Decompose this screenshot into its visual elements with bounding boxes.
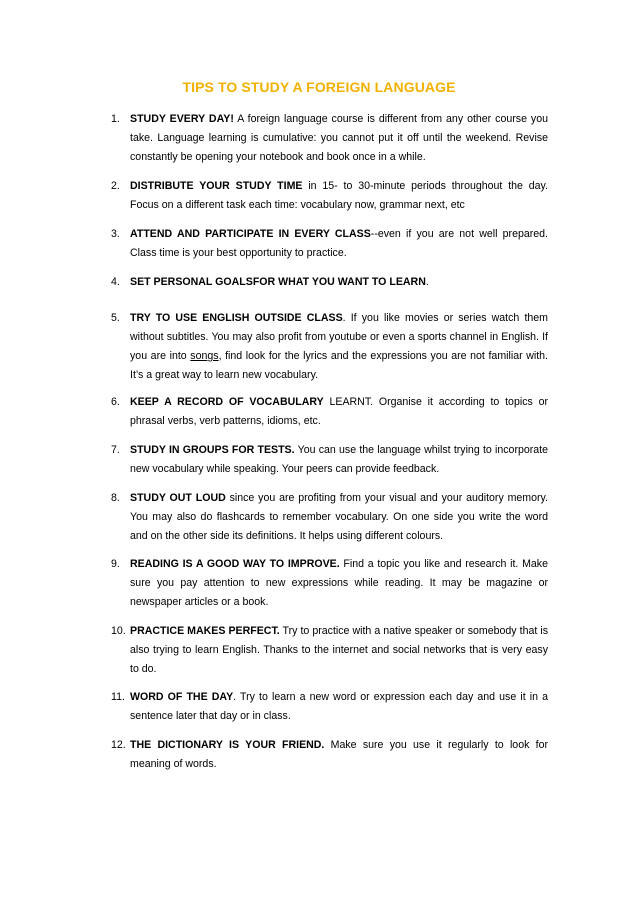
item-text: A foreign language course is different from any other course you take. Language learning is cumulative: you cannot put it off until the weekend. Revise constantly be opening your notebook and book once in a while.	[130, 113, 548, 163]
item-heading: ATTEND AND PARTICIPATE IN EVERY CLASS	[130, 228, 371, 240]
item-text: You can use the language whilst trying to incorporate new vocabulary while speaking. Your peers can provide feedback.	[130, 444, 549, 475]
item-text: in 15- to 30-minute periods throughout the day. Focus on a different task each time: vocabulary now, grammar next, etc	[130, 180, 548, 211]
item-heading: THE DICTIONARY IS YOUR FRIEND.	[130, 739, 325, 751]
item-heading: WORD OF THE DAY	[130, 691, 234, 703]
item-text: Find a topic you like and research it. Make sure you pay attention to new expressions while reading. It may be magazine or newspaper articles or a book.	[130, 558, 548, 608]
item-heading: SET PERSONAL GOALSFOR WHAT YOU WANT TO LEARN	[130, 276, 426, 288]
item-number: 11.	[111, 691, 125, 703]
item-number: 12.	[111, 739, 126, 751]
item-heading: READING IS A GOOD WAY TO IMPROVE.	[130, 558, 340, 570]
item-text: --even if you are not well prepared. Class time is your best opportunity to practice.	[130, 228, 548, 259]
page-title: TIPS TO STUDY A FOREIGN LANGUAGE	[182, 79, 456, 95]
item-heading: KEEP A RECORD OF VOCABULARY	[130, 396, 324, 408]
item-underlined: songs	[190, 350, 219, 362]
item-text: Make sure you use it regularly to look for meaning of words.	[130, 739, 549, 770]
item-number: 9.	[111, 558, 120, 570]
item-number: 8.	[111, 492, 120, 504]
item-text: . Try to learn a new word or expression each day and use it in a sentence later that day or in class.	[130, 691, 548, 722]
item-number: 6.	[111, 396, 120, 408]
item-text: since you are profiting from your visual and your auditory memory. You may also do flashcards to remember vocabulary. On one side you write the word and on the other side its definitions. It helps using different colours.	[130, 492, 549, 542]
item-heading: TRY TO USE ENGLISH OUTSIDE CLASS	[130, 312, 343, 324]
item-heading: DISTRIBUTE YOUR STUDY TIME	[130, 180, 303, 192]
item-text: .	[425, 276, 429, 288]
item-heading: PRACTICE MAKES PERFECT.	[130, 625, 280, 637]
item-number: 4.	[111, 276, 120, 288]
item-text: . If you like movies or series watch them without subtitles. You may also profit from youtube or even a sports channel in English. If you are into	[130, 312, 548, 362]
item-heading: STUDY IN GROUPS FOR TESTS.	[130, 444, 295, 456]
item-heading: STUDY OUT LOUD	[130, 492, 226, 504]
item-number: 5.	[111, 312, 120, 324]
item-text: Try to practice with a native speaker or somebody that is also trying to learn English. Thanks to the internet and social networks that is very easy to do.	[130, 625, 548, 675]
item-number: 7.	[111, 444, 120, 456]
item-text-after: , find look for the lyrics and the expressions you are not familiar with. It’s a great way to learn new vocabulary.	[130, 350, 548, 381]
item-number: 2.	[111, 180, 120, 192]
item-heading: STUDY EVERY DAY!	[130, 113, 234, 125]
item-number: 10.	[111, 625, 126, 637]
item-number: 1.	[111, 113, 120, 125]
item-number: 3.	[111, 228, 120, 240]
item-text: LEARNT. Organise it according to topics or phrasal verbs, verb patterns, idioms, etc.	[130, 396, 549, 427]
